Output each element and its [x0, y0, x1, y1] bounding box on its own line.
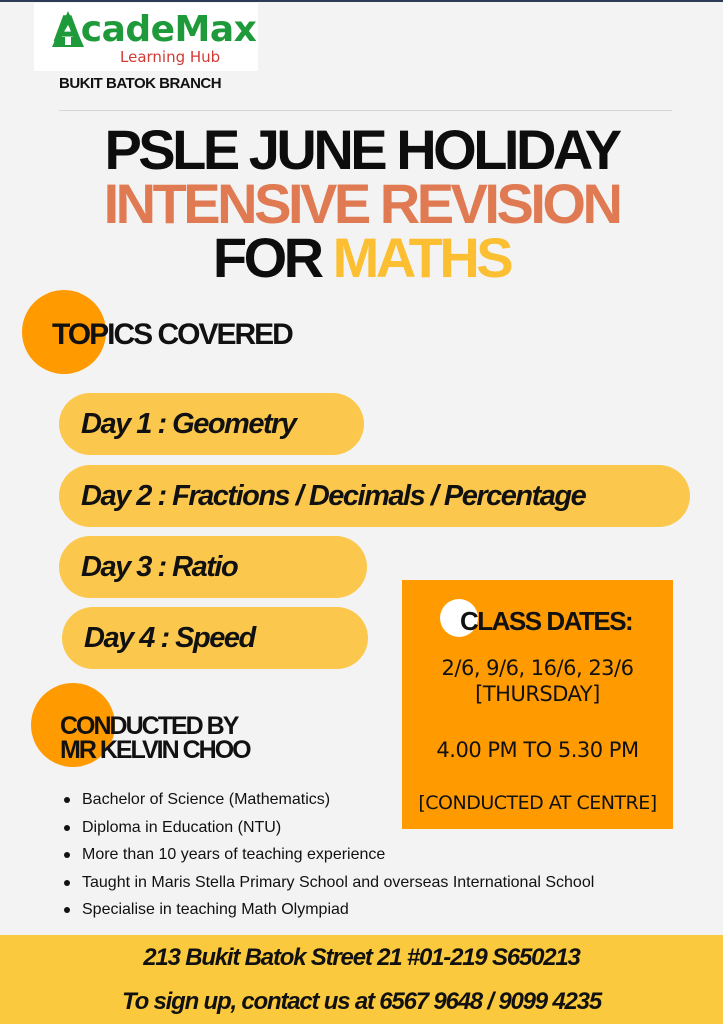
- list-item: [62, 786, 594, 814]
- divider: [59, 110, 672, 111]
- list-item: [62, 896, 594, 924]
- list-item: [62, 869, 594, 897]
- topics-heading: TOPICS COVERED: [52, 318, 292, 351]
- logo-wordmark: [52, 9, 256, 50]
- qualification-text: Bachelor of Science (Mathematics): [82, 791, 331, 808]
- top-rule: [0, 0, 723, 2]
- qualification-text: More than 10 years of teaching experience: [82, 846, 386, 863]
- list-item: [62, 841, 594, 869]
- class-venue: [CONDUCTED AT CENTRE]: [418, 792, 657, 814]
- bullet-icon: [64, 825, 70, 831]
- class-day: [THURSDAY]: [475, 682, 600, 706]
- logo: [34, 3, 258, 71]
- qualifications-list: [62, 786, 594, 924]
- class-time: 4.00 PM TO 5.30 PM: [436, 738, 639, 762]
- headline-subject: MATHS: [332, 226, 511, 289]
- branch-name: BUKIT BATOK BRANCH: [59, 75, 222, 92]
- headline-line-3: [0, 226, 723, 289]
- footer-banner: [0, 935, 723, 1024]
- bullet-icon: [64, 797, 70, 803]
- bullet-icon: [64, 852, 70, 858]
- headline-line-2: INTENSIVE REVISION: [103, 172, 620, 235]
- topic-day-4: Day 4 : Speed: [62, 607, 368, 669]
- qualification-text: Diploma in Education (NTU): [82, 818, 282, 836]
- class-dates-heading: CLASS DATES:: [460, 606, 633, 636]
- logo-tagline: Learning Hub: [120, 48, 221, 66]
- footer-address: 213 Bukit Batok Street 21 #01-219 S650213: [143, 944, 580, 971]
- logo-wordmark-text: AcadeMax: [53, 9, 257, 50]
- qualification-text: Taught in Maris Stella Primary School and overseas International School: [82, 873, 595, 891]
- qualification-text: Specialise in teaching Math Olympiad: [82, 901, 349, 918]
- teacher-heading-line-1: CONDUCTED BY: [60, 712, 238, 740]
- list-item: [62, 814, 594, 842]
- headline-line-1: PSLE JUNE HOLIDAY: [104, 118, 619, 181]
- bullet-icon: [64, 880, 70, 886]
- topic-day-3: Day 3 : Ratio: [59, 536, 367, 598]
- bullet-icon: [64, 907, 70, 913]
- class-dates-list: 2/6, 9/6, 16/6, 23/6: [441, 656, 634, 680]
- headline-for: FOR: [212, 226, 321, 289]
- footer-contact: To sign up, contact us at 6567 9648 / 9099 4235: [122, 988, 601, 1015]
- topic-day-2: Day 2 : Fractions / Decimals / Percentage: [59, 465, 690, 527]
- teacher-heading: [60, 714, 250, 762]
- topic-day-1: Day 1 : Geometry: [59, 393, 364, 455]
- teacher-name: MR KELVIN CHOO: [60, 736, 250, 764]
